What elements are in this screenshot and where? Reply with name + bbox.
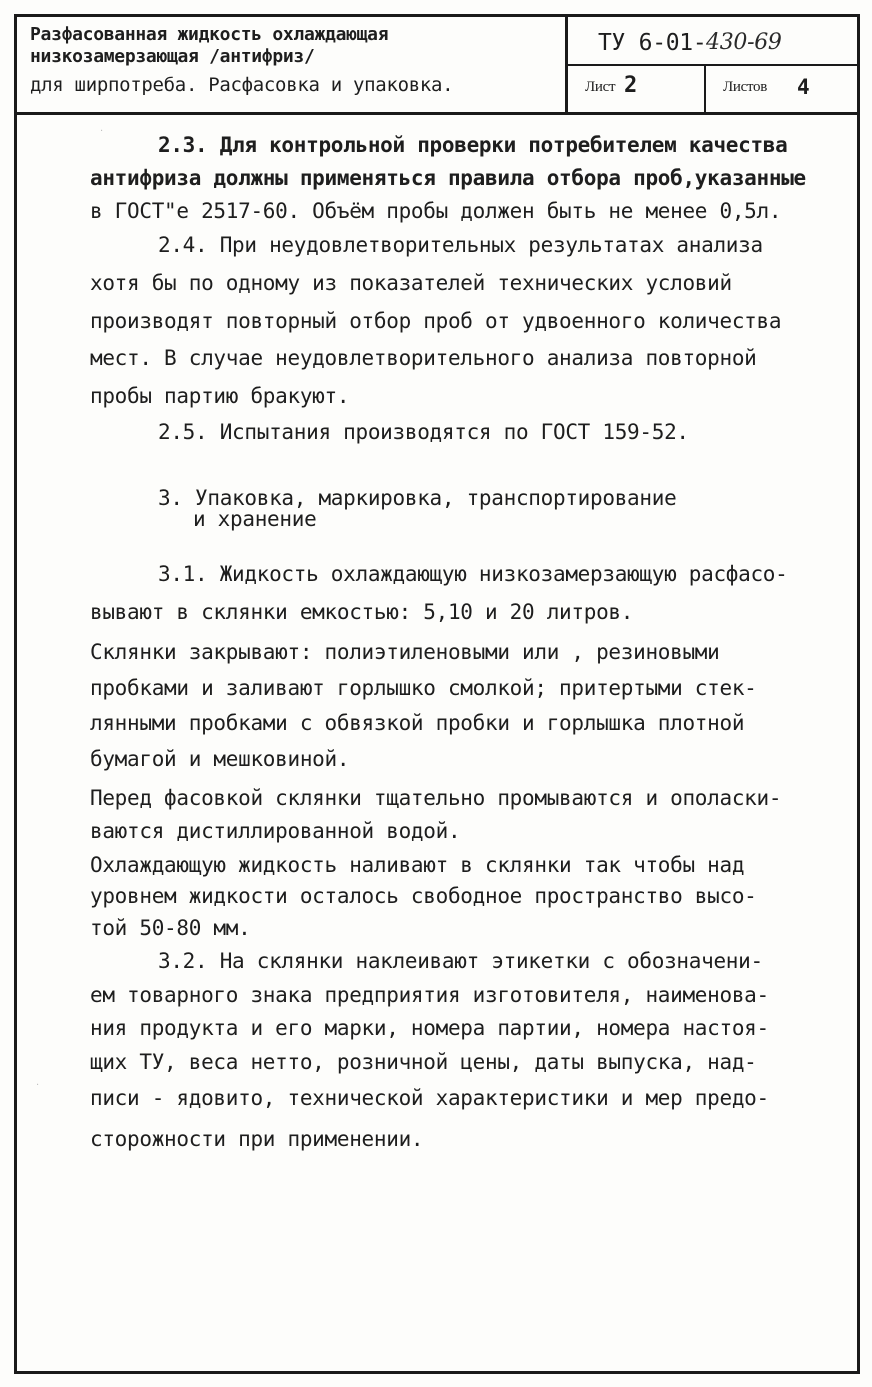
sheet-label: Лист [585,79,616,95]
body-line: 3.2. На склянки наклеивают этикетки с обозначени- [158,949,763,973]
body-line: уровнем жидкости осталось свободное пространство высо- [90,884,757,908]
body-line: пробками и заливают горлышко смолкой; притертыми стек- [90,676,757,700]
body-line: антифриза должны применяться правила отбора проб,указанные [90,166,806,190]
header-sheet-divider [704,64,706,114]
body-line: лянными пробками с обвязкой пробки и горлышка плотной [90,711,745,735]
sheets-total: 4 [797,75,810,99]
sheet-number: 2 [624,73,637,98]
body-line: Перед фасовкой склянки тщательно промываются и ополаски- [90,786,782,810]
body-line: пробы партию бракуют. [90,384,350,408]
body-line: производят повторный отбор проб от удвоенного количества [90,309,782,333]
scan-speck: · [36,1080,40,1091]
body-line: писи - ядовито, технической характеристики и мер предо- [90,1086,769,1110]
body-line: 2.3. Для контрольной проверки потребителем качества [158,133,788,157]
title-line-2: низкозамерзающая /антифриз/ [30,46,315,67]
sheets-label: Листов [723,79,767,95]
frame-left-border [14,14,17,1374]
body-line: 2.4. При неудовлетворительных результатах анализа [158,233,763,257]
header-code-divider [565,64,860,66]
title-line-1: Разфасованная жидкость охлаждающая [30,24,389,45]
body-line: сторожности при применении. [90,1127,424,1151]
body-line: ваются дистиллированной водой. [90,819,461,843]
title-line-3: для ширпотреба. Расфасовка и упаковка. [30,74,454,96]
body-line: Охлаждающую жидкость наливают в склянки так чтобы над [90,853,745,877]
doc-code-handwritten: 430-69 [706,30,782,55]
body-line: мест. В случае неудовлетворительного анализа повторной [90,346,757,370]
body-line: 3.1. Жидкость охлаждающую низкозамерзающую расфасо- [158,562,788,586]
header-bottom-rule [14,112,860,115]
section-heading: 3. Упаковка, маркировка, транспортирование [158,486,677,510]
body-line: щих ТУ, веса нетто, розничной цены, даты выпуска, над- [90,1050,757,1074]
body-line: той 50-80 мм. [90,916,251,940]
body-line: Склянки закрывают: полиэтиленовыми или , резиновыми [90,640,720,664]
body-line: бумагой и мешковиной. [90,747,350,771]
frame-top-border [14,14,860,17]
body-line: ния продукта и его марки, номера партии, номера настоя- [90,1016,769,1040]
doc-code: ТУ 6-01- [598,30,707,56]
scan-speck: · [100,126,104,137]
body-line: 2.5. Испытания производятся по ГОСТ 159-52. [158,420,689,444]
body-line: ем товарного знака предприятия изготовителя, наименова- [90,983,769,1007]
body-line: в ГОСТ"е 2517-60. Объём пробы должен быть не менее 0,5л. [90,199,782,223]
body-line: вывают в склянки емкостью: 5,10 и 20 литров. [90,600,634,624]
frame-right-border [857,14,860,1374]
frame-bottom-border [14,1371,860,1374]
section-heading: и хранение [193,507,317,531]
body-line: хотя бы по одному из показателей технических условий [90,271,732,295]
